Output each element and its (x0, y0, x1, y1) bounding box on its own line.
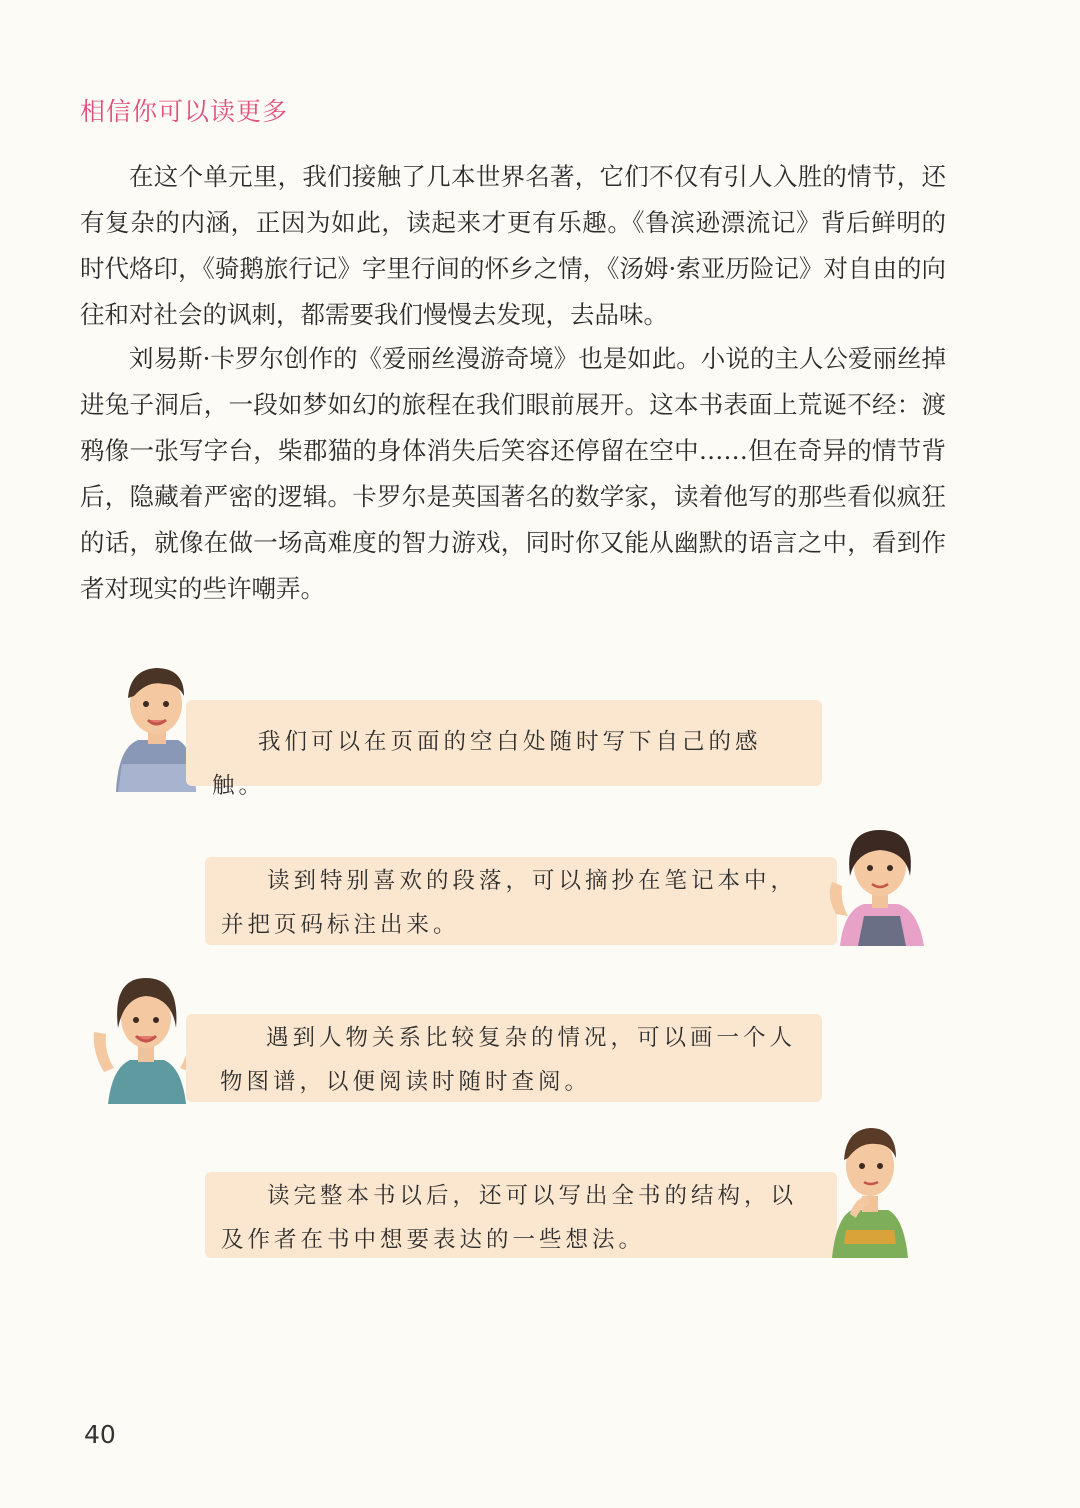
tip-text-1: 我们可以在页面的空白处随时写下自己的感触。 (212, 729, 762, 799)
tip-bubble-3 (186, 1014, 822, 1102)
tip-bubble-2 (205, 857, 837, 945)
tip-text-4: 读完整本书以后，还可以写出全书的结构，以及作者在书中想要表达的一些想法。 (221, 1183, 798, 1253)
paragraph-2: 刘易斯·卡罗尔创作的《爱丽丝漫游奇境》也是如此。小说的主人公爱丽丝掉进兔子洞后，一段如梦如幻的旅程在我们眼前展开。这本书表面上荒诞不经：渡鸦像一张写字台，柴郡猫的身体消失后笑容还停留在空中……但在奇异的情节背后，隐藏着严密的逻辑。卡罗尔是英国著名的数学家，读着他写的那些看似疯狂的话，就像在做一场高难度的智力游戏，同时你又能从幽默的语言之中，看到作者对现实的些许嘲弄。 (80, 344, 946, 603)
girl-illustration (820, 822, 940, 950)
tip-bubble-1 (186, 700, 822, 799)
paragraph-1: 在这个单元里，我们接触了几本世界名著，它们不仅有引人入胜的情节，还有复杂的内涵，正因为如此，读起来才更有乐趣。《鲁滨逊漂流记》背后鲜明的时代烙印，《骑鹅旅行记》字里行间的怀乡之情，《汤姆·索亚历险记》对自由的向往和对社会的讽刺，都需要我们慢慢去发现，去品味。 (80, 162, 946, 329)
section-heading: 相信你可以读更多 (80, 97, 289, 126)
tip-text-2: 读到特别喜欢的段落，可以摘抄在笔记本中，并把页码标注出来。 (221, 868, 798, 938)
tip-text-3: 遇到人物关系比较复杂的情况，可以画一个人物图谱，以便阅读时随时查阅。 (220, 1025, 797, 1095)
tip-bubble-4 (205, 1172, 837, 1258)
page-number: 40 (84, 1420, 116, 1449)
boy-thinking-illustration (826, 1118, 914, 1262)
